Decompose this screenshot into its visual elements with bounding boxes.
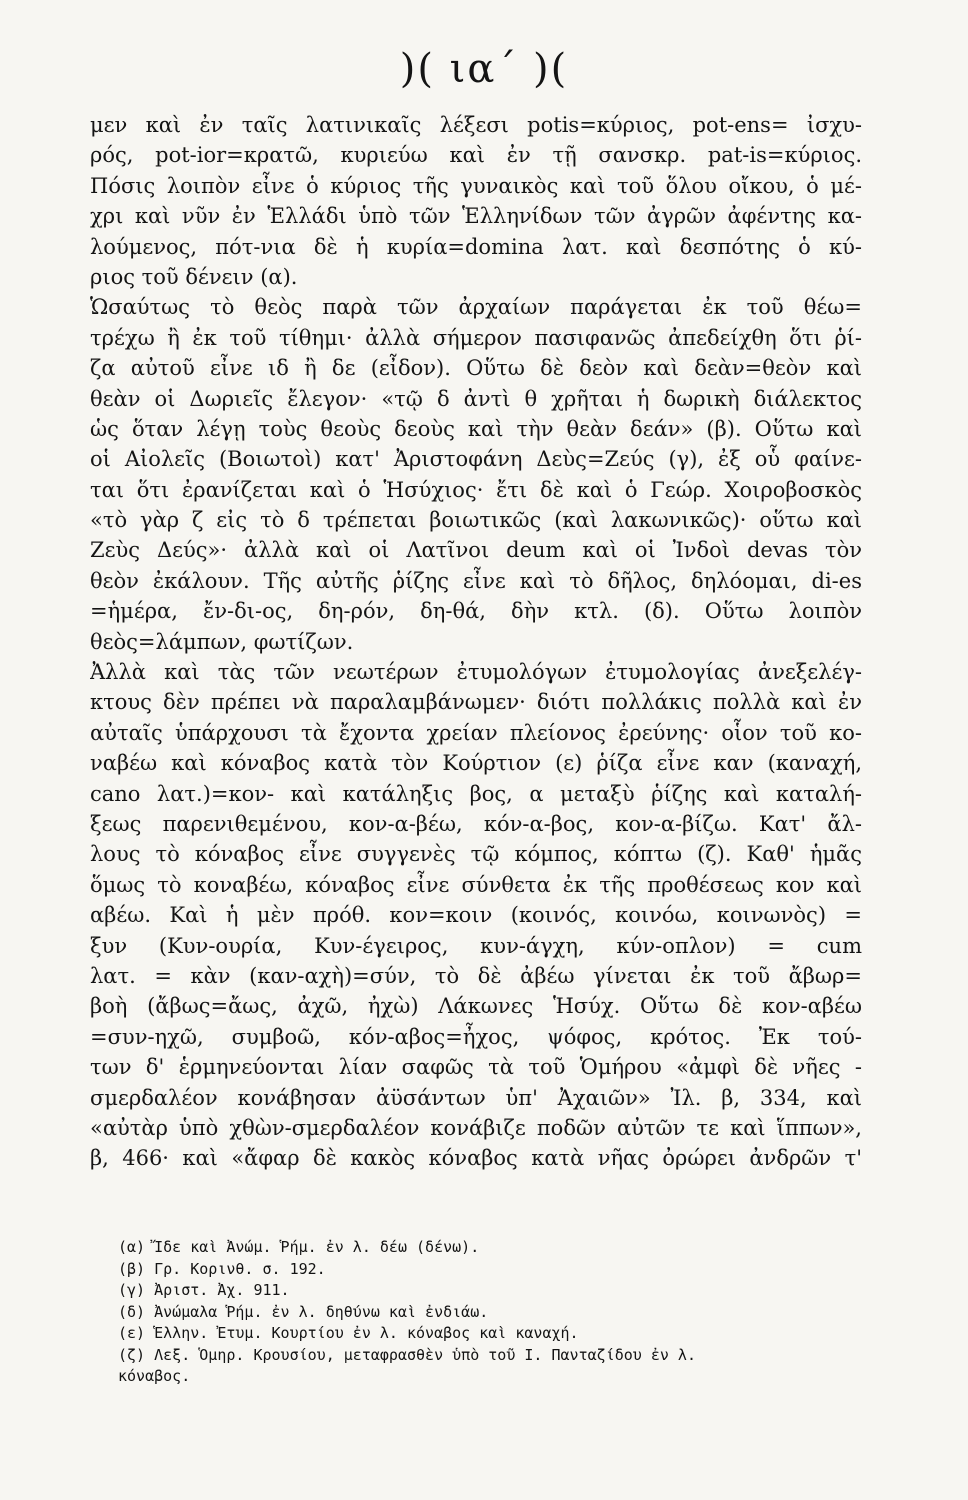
text-line: μεν καὶ ἐν ταῖς λατινικαῖς λέξεσι potis=κύριος, pot-ens= ἰσχυ-	[90, 113, 862, 137]
text-line: θεὸν ἐκάλουν. Τῆς αὐτῆς ῥίζης εἶνε καὶ τὸ δῆλος, δηλόομαι, di-es	[90, 568, 862, 593]
text-line: ξεως παρενιθεμένου, κον-α-βέω, κόν-α-βος, κον-α-βίζω. Κατ' ἄλ-	[90, 811, 862, 836]
text-line: θεὸς=λάμπων, φωτίζων.	[90, 629, 354, 654]
text-line: λατ. = κὰν (καν-αχὴ)=σύν, τὸ δὲ ἀβέω γίνεται ἐκ τοῦ ἄβωρ=	[90, 963, 862, 988]
text-line: ται ὅτι ἐρανίζεται καὶ ὁ Ἡσύχιος· ἔτι δὲ καὶ ὁ Γεώρ. Χοιροβοσκὸς	[90, 477, 862, 502]
text-line: =συν-ηχῶ, συμβοῶ, κόν-αβος=ἦχος, ψόφος, κρότος. Ἐκ τού-	[90, 1024, 862, 1049]
text-line: κτους δὲν πρέπει νὰ παραλαμβάνωμεν· διότι πολλάκις πολλὰ καὶ ἐν	[90, 690, 862, 715]
text-line: βοὴ (ἄβως=ἄως, ἀχῶ, ἠχὼ) Λάκωνες Ἡσύχ. Οὕτω δὲ κον-αβέω	[90, 994, 862, 1019]
text-line: αὐταῖς ὑπάρχουσι τὰ ἔχοντα χρείαν πλείονος ἐρεύνης· οἷον τοῦ κο-	[90, 720, 862, 745]
text-line: τρέχω ἢ ἐκ τοῦ τίθημι· ἀλλὰ σήμερον πασιφανῶς ἀπεδείχθη ὅτι ῥί-	[90, 325, 862, 350]
footnote: (δ) Ἀνώμαλα Ῥήμ. ἐν λ. δηθύνω καὶ ἐνδιάω.	[118, 1302, 489, 1321]
footnote: (γ) Ἀριστ. Ἀχ. 911.	[118, 1281, 290, 1299]
footnote: (ζ) Λεξ. Ὁμηρ. Κρουσίου, μεταφρασθὲν ὑπὸ τοῦ Ι. Πανταζίδου ἐν λ.	[118, 1345, 696, 1364]
text-line: Ζεὺς Δεύς»· ἀλλὰ καὶ οἱ Λατῖνοι deum καὶ οἱ Ἰνδοὶ devas τὸν	[90, 538, 862, 563]
text-line: «αὐτὰρ ὑπὸ χθὼν-σμερδαλέον κονάβιζε ποδῶν αὐτῶν τε καὶ ἵππων»,	[90, 1115, 862, 1140]
text-line: ὅμως τὸ κοναβέω, κόναβος εἶνε σύνθετα ἐκ τῆς προθέσεως κον καὶ	[90, 872, 862, 897]
footnote: κόναβος.	[118, 1367, 191, 1385]
text-line: σμερδαλέον κονάβησαν ἀϋσάντων ὑπ' Ἀχαιῶν» Ἰλ. β, 334, καὶ	[90, 1085, 862, 1110]
footnote: (β) Γρ. Κορινθ. σ. 192.	[118, 1259, 326, 1278]
page-number: )( ια΄ )(	[399, 46, 569, 92]
text-line: cano λατ.)=κον- καὶ κατάληξις βος, α μεταξὺ ῥίζης καὶ καταλή-	[90, 781, 862, 806]
text-line: Πόσις λοιπὸν εἶνε ὁ κύριος τῆς γυναικὸς καὶ τοῦ ὅλου οἴκου, ὁ μέ-	[90, 173, 862, 198]
text-line: ζα αὐτοῦ εἶνε ιδ ἢ δε (εἶδον). Οὕτω δὲ δεὸν καὶ δεὰν=θεὸν καὶ	[90, 356, 862, 381]
footnote: (ε) Ἑλλην. Ἐτυμ. Κουρτίου ἐν λ. κόναβος καὶ καναχή.	[118, 1324, 579, 1342]
text-line: των δ' ἑρμηνεύονται λίαν σαφῶς τὰ τοῦ Ὁμήρου «ἀμφὶ δὲ νῆες -	[90, 1055, 862, 1080]
text-line: οἱ Αἰολεῖς (Βοιωτοὶ) κατ' Ἀριστοφάνη Δεὺς=Ζεύς (γ), ἐξ οὗ φαίνε-	[90, 447, 862, 472]
body-text	[90, 110, 862, 1174]
text-line: λους τὸ κόναβος εἶνε συγγενὲς τῷ κόμπος, κόπτω (ζ). Καθ' ἡμᾶς	[90, 842, 862, 867]
text-line: χρι καὶ νῦν ἐν Ἑλλάδι ὑπὸ τῶν Ἑλληνίδων τῶν ἀγρῶν ἀφέντης κα-	[90, 204, 862, 229]
footnote: (α) Ἴδε καὶ Ἀνώμ. Ῥήμ. ἐν λ. δέω (δένω).	[118, 1238, 480, 1256]
text-line: ναβέω καὶ κόναβος κατὰ τὸν Κούρτιον (ε) ῥίζα εἶνε καν (καναχή,	[90, 751, 862, 776]
text-line: =ἡμέρα, ἔν-δι-ος, δη-ρόν, δη-θά, δὴν κτλ. (δ). Οὕτω λοιπὸν	[90, 599, 862, 624]
text-line: Ἀλλὰ καὶ τὰς τῶν νεωτέρων ἐτυμολόγων ἐτυμολογίας ἀνεξελέγ-	[90, 660, 862, 685]
text-line: Ὡσαύτως τὸ θεὸς παρὰ τῶν ἀρχαίων παράγεται ἐκ τοῦ θέω=	[90, 295, 862, 320]
text-line: θεὰν οἱ Δωριεῖς ἔλεγον· «τῷ δ ἀντὶ θ χρῆται ἡ δωρικὴ διάλεκτος	[90, 386, 862, 411]
text-line: ξυν (Κυν-ουρία, Κυν-έγειρος, κυν-άγχη, κύν-οπλον) = cum	[90, 933, 862, 958]
text-line: ὡς ὅταν λέγῃ τοὺς θεοὺς δεοὺς καὶ τὴν θεὰν δεάν» (β). Οὕτω καὶ	[90, 416, 862, 441]
text-line: ρός, pot-ior=κρατῶ, κυριεύω καὶ ἐν τῇ σανσκρ. pat-is=κύριος.	[90, 143, 862, 168]
text-line: αβέω. Καὶ ἡ μὲν πρόθ. κον=κοιν (κοινός, κοινόω, κοινωνὸς) =	[90, 903, 862, 928]
text-line: β, 466· καὶ «ἄφαρ δὲ κακὸς κόναβος κατὰ νῆας ὀρώρει ἀνδρῶν τ'	[90, 1146, 862, 1171]
footnotes	[118, 1237, 838, 1388]
text-line: λούμενος, πότ-νια δὲ ἡ κυρία=domina λατ. καὶ δεσπότης ὁ κύ-	[90, 234, 862, 259]
text-line: ριος τοῦ δένειν (α).	[90, 264, 298, 289]
text-line: «τὸ γὰρ ζ εἰς τὸ δ τρέπεται βοιωτικῶς (καὶ λακωνικῶς)· οὕτω καὶ	[90, 508, 862, 533]
